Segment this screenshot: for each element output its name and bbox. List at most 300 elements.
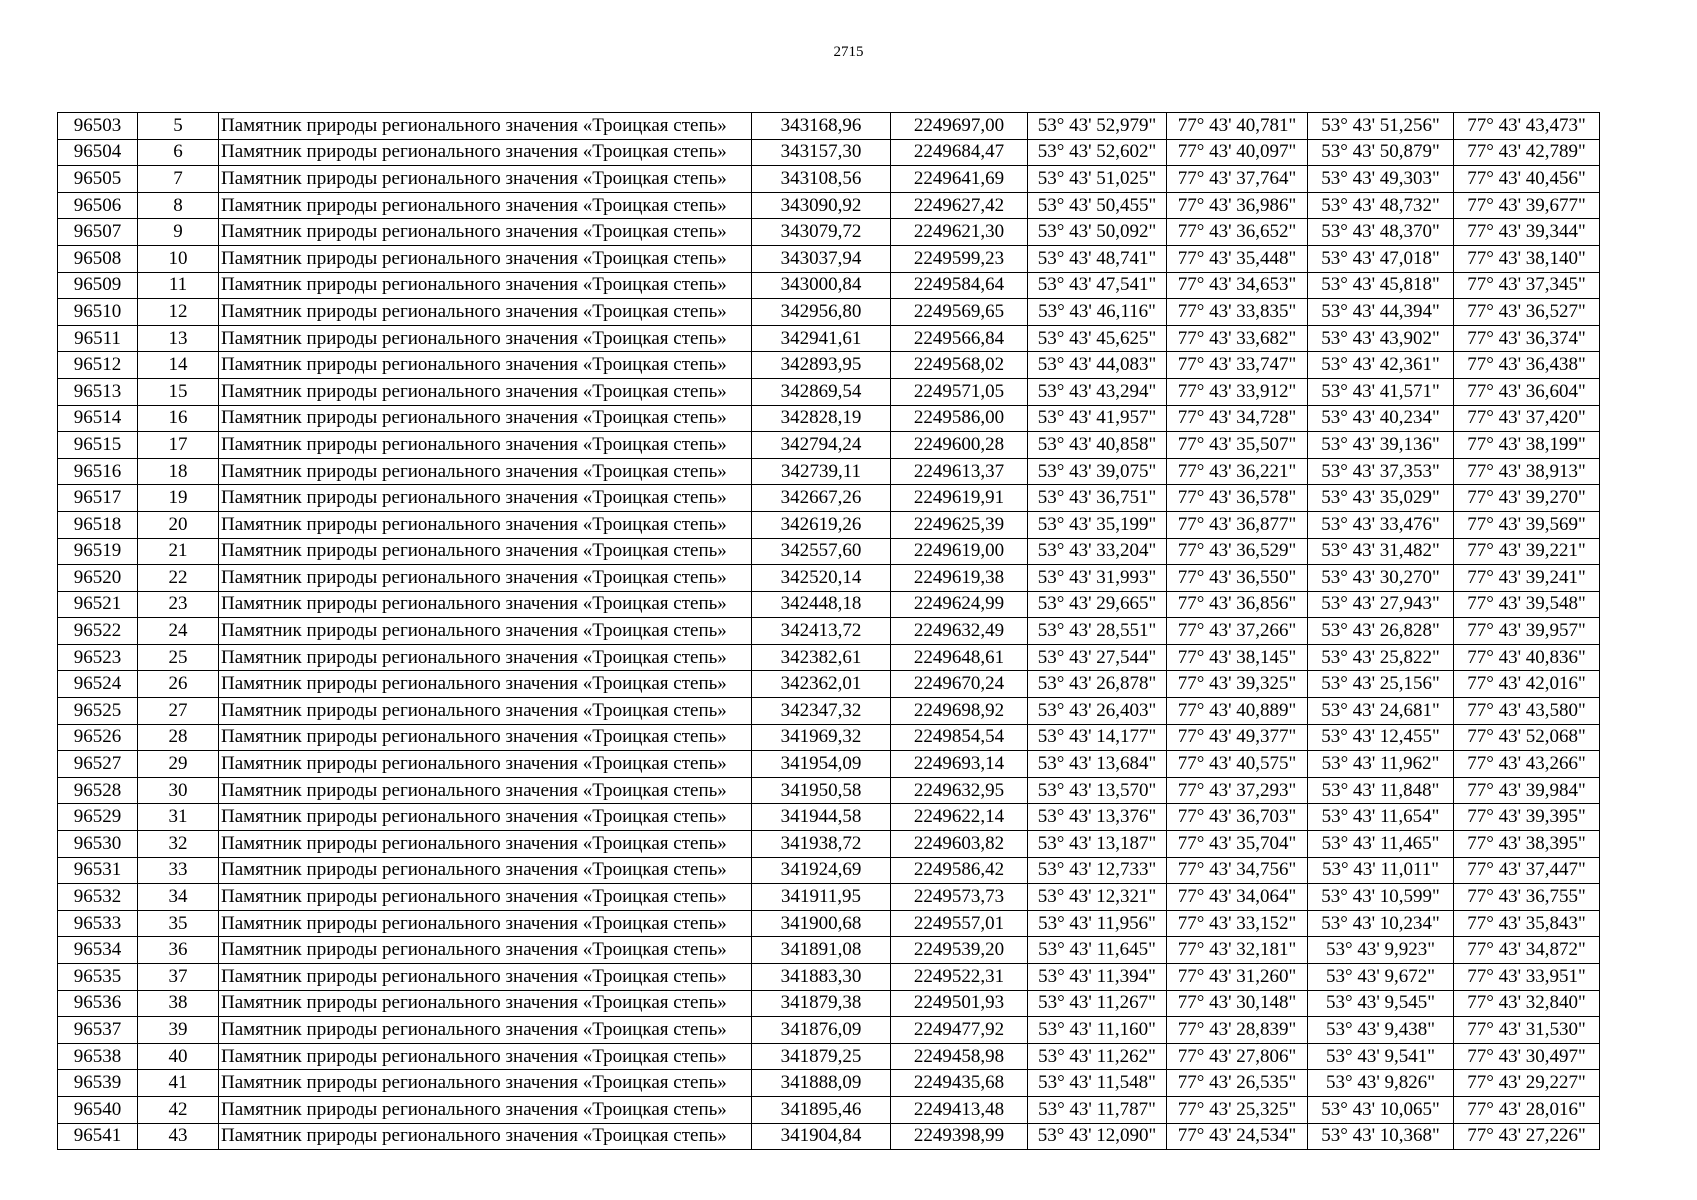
coord-y-cell: 2249568,02 bbox=[891, 352, 1028, 379]
table-row bbox=[58, 432, 1600, 459]
latitude-1-cell: 53° 43' 45,625" bbox=[1028, 325, 1167, 352]
longitude-1-cell: 77° 43' 35,704" bbox=[1167, 831, 1308, 858]
table-body bbox=[58, 113, 1600, 1150]
latitude-1-cell: 53° 43' 52,602" bbox=[1028, 139, 1167, 166]
latitude-2-cell: 53° 43' 9,826" bbox=[1308, 1070, 1454, 1097]
latitude-1-cell: 53° 43' 47,541" bbox=[1028, 272, 1167, 299]
table-row bbox=[58, 325, 1600, 352]
latitude-2-cell: 53° 43' 49,303" bbox=[1308, 166, 1454, 193]
coord-y-cell: 2249613,37 bbox=[891, 458, 1028, 485]
longitude-1-cell: 77° 43' 33,835" bbox=[1167, 299, 1308, 326]
latitude-2-cell: 53° 43' 41,571" bbox=[1308, 378, 1454, 405]
coord-x-cell: 341883,30 bbox=[752, 964, 891, 991]
object-name-cell: Памятник природы регионального значения «Троицкая степь» bbox=[219, 724, 752, 751]
coord-y-cell: 2249627,42 bbox=[891, 192, 1028, 219]
latitude-2-cell: 53° 43' 33,476" bbox=[1308, 511, 1454, 538]
record-id-cell: 96541 bbox=[58, 1123, 138, 1150]
longitude-2-cell: 77° 43' 34,872" bbox=[1454, 937, 1600, 964]
longitude-2-cell: 77° 43' 39,344" bbox=[1454, 219, 1600, 246]
coord-x-cell: 341900,68 bbox=[752, 910, 891, 937]
record-id-cell: 96535 bbox=[58, 964, 138, 991]
object-name-cell: Памятник природы регионального значения «Троицкая степь» bbox=[219, 485, 752, 512]
coord-x-cell: 341950,58 bbox=[752, 777, 891, 804]
latitude-1-cell: 53° 43' 43,294" bbox=[1028, 378, 1167, 405]
longitude-1-cell: 77° 43' 35,507" bbox=[1167, 432, 1308, 459]
table-row bbox=[58, 724, 1600, 751]
latitude-2-cell: 53° 43' 10,368" bbox=[1308, 1123, 1454, 1150]
longitude-1-cell: 77° 43' 34,728" bbox=[1167, 405, 1308, 432]
latitude-2-cell: 53° 43' 45,818" bbox=[1308, 272, 1454, 299]
coord-y-cell: 2249586,42 bbox=[891, 857, 1028, 884]
longitude-1-cell: 77° 43' 37,764" bbox=[1167, 166, 1308, 193]
point-number-cell: 11 bbox=[138, 272, 219, 299]
coord-y-cell: 2249600,28 bbox=[891, 432, 1028, 459]
point-number-cell: 16 bbox=[138, 405, 219, 432]
longitude-1-cell: 77° 43' 37,293" bbox=[1167, 777, 1308, 804]
point-number-cell: 32 bbox=[138, 831, 219, 858]
record-id-cell: 96526 bbox=[58, 724, 138, 751]
object-name-cell: Памятник природы регионального значения «Троицкая степь» bbox=[219, 299, 752, 326]
longitude-1-cell: 77° 43' 32,181" bbox=[1167, 937, 1308, 964]
table-row bbox=[58, 698, 1600, 725]
longitude-1-cell: 77° 43' 33,747" bbox=[1167, 352, 1308, 379]
coord-x-cell: 342956,80 bbox=[752, 299, 891, 326]
longitude-2-cell: 77° 43' 36,374" bbox=[1454, 325, 1600, 352]
coord-x-cell: 343157,30 bbox=[752, 139, 891, 166]
record-id-cell: 96532 bbox=[58, 884, 138, 911]
record-id-cell: 96518 bbox=[58, 511, 138, 538]
longitude-2-cell: 77° 43' 35,843" bbox=[1454, 910, 1600, 937]
latitude-1-cell: 53° 43' 26,878" bbox=[1028, 671, 1167, 698]
record-id-cell: 96520 bbox=[58, 565, 138, 592]
coord-x-cell: 342362,01 bbox=[752, 671, 891, 698]
longitude-2-cell: 77° 43' 52,068" bbox=[1454, 724, 1600, 751]
latitude-1-cell: 53° 43' 28,551" bbox=[1028, 618, 1167, 645]
object-name-cell: Памятник природы регионального значения «Троицкая степь» bbox=[219, 245, 752, 272]
longitude-2-cell: 77° 43' 36,527" bbox=[1454, 299, 1600, 326]
latitude-2-cell: 53° 43' 42,361" bbox=[1308, 352, 1454, 379]
latitude-1-cell: 53° 43' 13,187" bbox=[1028, 831, 1167, 858]
longitude-2-cell: 77° 43' 32,840" bbox=[1454, 990, 1600, 1017]
latitude-1-cell: 53° 43' 52,979" bbox=[1028, 113, 1167, 140]
coord-x-cell: 342413,72 bbox=[752, 618, 891, 645]
point-number-cell: 9 bbox=[138, 219, 219, 246]
longitude-2-cell: 77° 43' 39,395" bbox=[1454, 804, 1600, 831]
coord-x-cell: 343037,94 bbox=[752, 245, 891, 272]
point-number-cell: 7 bbox=[138, 166, 219, 193]
longitude-2-cell: 77° 43' 36,755" bbox=[1454, 884, 1600, 911]
coord-y-cell: 2249435,68 bbox=[891, 1070, 1028, 1097]
object-name-cell: Памятник природы регионального значения «Троицкая степь» bbox=[219, 777, 752, 804]
point-number-cell: 24 bbox=[138, 618, 219, 645]
point-number-cell: 12 bbox=[138, 299, 219, 326]
table-row bbox=[58, 618, 1600, 645]
record-id-cell: 96527 bbox=[58, 751, 138, 778]
object-name-cell: Памятник природы регионального значения «Троицкая степь» bbox=[219, 804, 752, 831]
object-name-cell: Памятник природы регионального значения «Троицкая степь» bbox=[219, 831, 752, 858]
object-name-cell: Памятник природы регионального значения «Троицкая степь» bbox=[219, 432, 752, 459]
record-id-cell: 96525 bbox=[58, 698, 138, 725]
coord-y-cell: 2249458,98 bbox=[891, 1043, 1028, 1070]
longitude-2-cell: 77° 43' 30,497" bbox=[1454, 1043, 1600, 1070]
latitude-1-cell: 53° 43' 27,544" bbox=[1028, 644, 1167, 671]
point-number-cell: 33 bbox=[138, 857, 219, 884]
coord-y-cell: 2249603,82 bbox=[891, 831, 1028, 858]
coord-y-cell: 2249569,65 bbox=[891, 299, 1028, 326]
longitude-2-cell: 77° 43' 28,016" bbox=[1454, 1096, 1600, 1123]
object-name-cell: Памятник природы регионального значения «Троицкая степь» bbox=[219, 511, 752, 538]
point-number-cell: 35 bbox=[138, 910, 219, 937]
coord-x-cell: 341895,46 bbox=[752, 1096, 891, 1123]
latitude-1-cell: 53° 43' 11,787" bbox=[1028, 1096, 1167, 1123]
record-id-cell: 96521 bbox=[58, 591, 138, 618]
longitude-1-cell: 77° 43' 34,756" bbox=[1167, 857, 1308, 884]
coord-x-cell: 343000,84 bbox=[752, 272, 891, 299]
record-id-cell: 96504 bbox=[58, 139, 138, 166]
latitude-1-cell: 53° 43' 11,548" bbox=[1028, 1070, 1167, 1097]
longitude-1-cell: 77° 43' 36,221" bbox=[1167, 458, 1308, 485]
object-name-cell: Памятник природы регионального значения «Троицкая степь» bbox=[219, 166, 752, 193]
longitude-1-cell: 77° 43' 36,856" bbox=[1167, 591, 1308, 618]
latitude-2-cell: 53° 43' 12,455" bbox=[1308, 724, 1454, 751]
record-id-cell: 96531 bbox=[58, 857, 138, 884]
latitude-2-cell: 53° 43' 24,681" bbox=[1308, 698, 1454, 725]
table-row bbox=[58, 565, 1600, 592]
coord-x-cell: 341954,09 bbox=[752, 751, 891, 778]
latitude-2-cell: 53° 43' 11,848" bbox=[1308, 777, 1454, 804]
coord-x-cell: 342828,19 bbox=[752, 405, 891, 432]
table-row bbox=[58, 990, 1600, 1017]
longitude-2-cell: 77° 43' 40,836" bbox=[1454, 644, 1600, 671]
point-number-cell: 14 bbox=[138, 352, 219, 379]
latitude-2-cell: 53° 43' 9,672" bbox=[1308, 964, 1454, 991]
record-id-cell: 96536 bbox=[58, 990, 138, 1017]
latitude-2-cell: 53° 43' 47,018" bbox=[1308, 245, 1454, 272]
object-name-cell: Памятник природы регионального значения «Троицкая степь» bbox=[219, 219, 752, 246]
record-id-cell: 96533 bbox=[58, 910, 138, 937]
longitude-1-cell: 77° 43' 26,535" bbox=[1167, 1070, 1308, 1097]
latitude-2-cell: 53° 43' 37,353" bbox=[1308, 458, 1454, 485]
point-number-cell: 27 bbox=[138, 698, 219, 725]
record-id-cell: 96513 bbox=[58, 378, 138, 405]
table-row bbox=[58, 192, 1600, 219]
object-name-cell: Памятник природы регионального значения «Троицкая степь» bbox=[219, 990, 752, 1017]
latitude-2-cell: 53° 43' 11,465" bbox=[1308, 831, 1454, 858]
record-id-cell: 96523 bbox=[58, 644, 138, 671]
latitude-1-cell: 53° 43' 26,403" bbox=[1028, 698, 1167, 725]
latitude-1-cell: 53° 43' 48,741" bbox=[1028, 245, 1167, 272]
coord-y-cell: 2249621,30 bbox=[891, 219, 1028, 246]
coord-y-cell: 2249584,64 bbox=[891, 272, 1028, 299]
point-number-cell: 10 bbox=[138, 245, 219, 272]
coord-y-cell: 2249625,39 bbox=[891, 511, 1028, 538]
point-number-cell: 18 bbox=[138, 458, 219, 485]
coord-x-cell: 341969,32 bbox=[752, 724, 891, 751]
point-number-cell: 13 bbox=[138, 325, 219, 352]
table-row bbox=[58, 538, 1600, 565]
point-number-cell: 5 bbox=[138, 113, 219, 140]
table-row bbox=[58, 378, 1600, 405]
coord-x-cell: 342794,24 bbox=[752, 432, 891, 459]
latitude-2-cell: 53° 43' 10,599" bbox=[1308, 884, 1454, 911]
coord-x-cell: 341876,09 bbox=[752, 1017, 891, 1044]
latitude-2-cell: 53° 43' 25,156" bbox=[1308, 671, 1454, 698]
longitude-1-cell: 77° 43' 36,578" bbox=[1167, 485, 1308, 512]
longitude-2-cell: 77° 43' 39,957" bbox=[1454, 618, 1600, 645]
table-row bbox=[58, 1070, 1600, 1097]
longitude-1-cell: 77° 43' 40,097" bbox=[1167, 139, 1308, 166]
object-name-cell: Памятник природы регионального значения «Троицкая степь» bbox=[219, 378, 752, 405]
latitude-2-cell: 53° 43' 10,065" bbox=[1308, 1096, 1454, 1123]
longitude-1-cell: 77° 43' 35,448" bbox=[1167, 245, 1308, 272]
coord-x-cell: 342557,60 bbox=[752, 538, 891, 565]
coord-y-cell: 2249641,69 bbox=[891, 166, 1028, 193]
record-id-cell: 96537 bbox=[58, 1017, 138, 1044]
longitude-1-cell: 77° 43' 30,148" bbox=[1167, 990, 1308, 1017]
record-id-cell: 96503 bbox=[58, 113, 138, 140]
longitude-1-cell: 77° 43' 33,152" bbox=[1167, 910, 1308, 937]
latitude-1-cell: 53° 43' 39,075" bbox=[1028, 458, 1167, 485]
longitude-2-cell: 77° 43' 38,913" bbox=[1454, 458, 1600, 485]
longitude-2-cell: 77° 43' 33,951" bbox=[1454, 964, 1600, 991]
latitude-1-cell: 53° 43' 31,993" bbox=[1028, 565, 1167, 592]
longitude-2-cell: 77° 43' 39,241" bbox=[1454, 565, 1600, 592]
coord-x-cell: 343090,92 bbox=[752, 192, 891, 219]
point-number-cell: 20 bbox=[138, 511, 219, 538]
table-row bbox=[58, 831, 1600, 858]
longitude-2-cell: 77° 43' 36,438" bbox=[1454, 352, 1600, 379]
longitude-2-cell: 77° 43' 43,580" bbox=[1454, 698, 1600, 725]
longitude-2-cell: 77° 43' 39,270" bbox=[1454, 485, 1600, 512]
longitude-2-cell: 77° 43' 37,420" bbox=[1454, 405, 1600, 432]
object-name-cell: Памятник природы регионального значения «Троицкая степь» bbox=[219, 751, 752, 778]
longitude-2-cell: 77° 43' 39,984" bbox=[1454, 777, 1600, 804]
latitude-2-cell: 53° 43' 39,136" bbox=[1308, 432, 1454, 459]
table-row bbox=[58, 166, 1600, 193]
object-name-cell: Памятник природы регионального значения «Троицкая степь» bbox=[219, 884, 752, 911]
table-row bbox=[58, 272, 1600, 299]
coord-y-cell: 2249670,24 bbox=[891, 671, 1028, 698]
latitude-1-cell: 53° 43' 40,858" bbox=[1028, 432, 1167, 459]
coord-y-cell: 2249854,54 bbox=[891, 724, 1028, 751]
object-name-cell: Памятник природы регионального значения «Троицкая степь» bbox=[219, 352, 752, 379]
longitude-2-cell: 77° 43' 37,447" bbox=[1454, 857, 1600, 884]
coord-y-cell: 2249539,20 bbox=[891, 937, 1028, 964]
longitude-1-cell: 77° 43' 36,550" bbox=[1167, 565, 1308, 592]
coord-x-cell: 341904,84 bbox=[752, 1123, 891, 1150]
table-row bbox=[58, 1096, 1600, 1123]
point-number-cell: 36 bbox=[138, 937, 219, 964]
coord-y-cell: 2249619,91 bbox=[891, 485, 1028, 512]
longitude-1-cell: 77° 43' 33,682" bbox=[1167, 325, 1308, 352]
object-name-cell: Памятник природы регионального значения «Троицкая степь» bbox=[219, 698, 752, 725]
table-row bbox=[58, 964, 1600, 991]
point-number-cell: 15 bbox=[138, 378, 219, 405]
coord-x-cell: 342869,54 bbox=[752, 378, 891, 405]
longitude-2-cell: 77° 43' 39,569" bbox=[1454, 511, 1600, 538]
object-name-cell: Памятник природы регионального значения «Троицкая степь» bbox=[219, 964, 752, 991]
latitude-1-cell: 53° 43' 13,376" bbox=[1028, 804, 1167, 831]
coord-y-cell: 2249619,00 bbox=[891, 538, 1028, 565]
coord-x-cell: 342667,26 bbox=[752, 485, 891, 512]
object-name-cell: Памятник природы регионального значения «Троицкая степь» bbox=[219, 1070, 752, 1097]
table-row bbox=[58, 937, 1600, 964]
latitude-1-cell: 53° 43' 13,570" bbox=[1028, 777, 1167, 804]
record-id-cell: 96514 bbox=[58, 405, 138, 432]
table-row bbox=[58, 1123, 1600, 1150]
object-name-cell: Памятник природы регионального значения «Троицкая степь» bbox=[219, 113, 752, 140]
longitude-2-cell: 77° 43' 42,789" bbox=[1454, 139, 1600, 166]
record-id-cell: 96528 bbox=[58, 777, 138, 804]
longitude-1-cell: 77° 43' 36,652" bbox=[1167, 219, 1308, 246]
longitude-1-cell: 77° 43' 31,260" bbox=[1167, 964, 1308, 991]
table-row bbox=[58, 485, 1600, 512]
longitude-2-cell: 77° 43' 37,345" bbox=[1454, 272, 1600, 299]
point-number-cell: 41 bbox=[138, 1070, 219, 1097]
record-id-cell: 96522 bbox=[58, 618, 138, 645]
table-row bbox=[58, 751, 1600, 778]
longitude-2-cell: 77° 43' 31,530" bbox=[1454, 1017, 1600, 1044]
point-number-cell: 19 bbox=[138, 485, 219, 512]
latitude-2-cell: 53° 43' 26,828" bbox=[1308, 618, 1454, 645]
object-name-cell: Памятник природы регионального значения «Троицкая степь» bbox=[219, 272, 752, 299]
table-row bbox=[58, 591, 1600, 618]
coord-x-cell: 342893,95 bbox=[752, 352, 891, 379]
object-name-cell: Памятник природы регионального значения «Троицкая степь» bbox=[219, 910, 752, 937]
latitude-1-cell: 53° 43' 11,262" bbox=[1028, 1043, 1167, 1070]
point-number-cell: 22 bbox=[138, 565, 219, 592]
record-id-cell: 96506 bbox=[58, 192, 138, 219]
coord-x-cell: 342448,18 bbox=[752, 591, 891, 618]
longitude-1-cell: 77° 43' 24,534" bbox=[1167, 1123, 1308, 1150]
latitude-2-cell: 53° 43' 9,438" bbox=[1308, 1017, 1454, 1044]
coord-x-cell: 341891,08 bbox=[752, 937, 891, 964]
table-row bbox=[58, 671, 1600, 698]
longitude-1-cell: 77° 43' 40,889" bbox=[1167, 698, 1308, 725]
record-id-cell: 96507 bbox=[58, 219, 138, 246]
object-name-cell: Памятник природы регионального значения «Троицкая степь» bbox=[219, 405, 752, 432]
table-row bbox=[58, 884, 1600, 911]
latitude-2-cell: 53° 43' 30,270" bbox=[1308, 565, 1454, 592]
latitude-1-cell: 53° 43' 12,090" bbox=[1028, 1123, 1167, 1150]
longitude-1-cell: 77° 43' 33,912" bbox=[1167, 378, 1308, 405]
longitude-1-cell: 77° 43' 28,839" bbox=[1167, 1017, 1308, 1044]
longitude-2-cell: 77° 43' 38,199" bbox=[1454, 432, 1600, 459]
latitude-1-cell: 53° 43' 50,092" bbox=[1028, 219, 1167, 246]
coord-x-cell: 342619,26 bbox=[752, 511, 891, 538]
point-number-cell: 30 bbox=[138, 777, 219, 804]
record-id-cell: 96512 bbox=[58, 352, 138, 379]
longitude-1-cell: 77° 43' 36,529" bbox=[1167, 538, 1308, 565]
table-row bbox=[58, 1043, 1600, 1070]
longitude-1-cell: 77° 43' 27,806" bbox=[1167, 1043, 1308, 1070]
coord-y-cell: 2249622,14 bbox=[891, 804, 1028, 831]
table-row bbox=[58, 777, 1600, 804]
coord-y-cell: 2249632,95 bbox=[891, 777, 1028, 804]
point-number-cell: 43 bbox=[138, 1123, 219, 1150]
longitude-1-cell: 77° 43' 40,575" bbox=[1167, 751, 1308, 778]
latitude-2-cell: 53° 43' 9,923" bbox=[1308, 937, 1454, 964]
table-row bbox=[58, 511, 1600, 538]
table-row bbox=[58, 458, 1600, 485]
coord-y-cell: 2249619,38 bbox=[891, 565, 1028, 592]
coord-x-cell: 342347,32 bbox=[752, 698, 891, 725]
coordinates-table bbox=[57, 112, 1600, 1150]
object-name-cell: Памятник природы регионального значения «Троицкая степь» bbox=[219, 139, 752, 166]
latitude-2-cell: 53° 43' 48,732" bbox=[1308, 192, 1454, 219]
coord-y-cell: 2249599,23 bbox=[891, 245, 1028, 272]
point-number-cell: 42 bbox=[138, 1096, 219, 1123]
coord-y-cell: 2249684,47 bbox=[891, 139, 1028, 166]
coord-x-cell: 341924,69 bbox=[752, 857, 891, 884]
point-number-cell: 21 bbox=[138, 538, 219, 565]
coord-x-cell: 342739,11 bbox=[752, 458, 891, 485]
latitude-1-cell: 53° 43' 11,956" bbox=[1028, 910, 1167, 937]
object-name-cell: Памятник природы регионального значения «Троицкая степь» bbox=[219, 325, 752, 352]
longitude-2-cell: 77° 43' 39,221" bbox=[1454, 538, 1600, 565]
point-number-cell: 26 bbox=[138, 671, 219, 698]
record-id-cell: 96524 bbox=[58, 671, 138, 698]
point-number-cell: 25 bbox=[138, 644, 219, 671]
table-row bbox=[58, 113, 1600, 140]
table-row bbox=[58, 1017, 1600, 1044]
coord-y-cell: 2249698,92 bbox=[891, 698, 1028, 725]
latitude-2-cell: 53° 43' 50,879" bbox=[1308, 139, 1454, 166]
object-name-cell: Памятник природы регионального значения «Троицкая степь» bbox=[219, 192, 752, 219]
object-name-cell: Памятник природы регионального значения «Троицкая степь» bbox=[219, 671, 752, 698]
latitude-1-cell: 53° 43' 12,321" bbox=[1028, 884, 1167, 911]
record-id-cell: 96517 bbox=[58, 485, 138, 512]
latitude-1-cell: 53° 43' 11,160" bbox=[1028, 1017, 1167, 1044]
latitude-1-cell: 53° 43' 51,025" bbox=[1028, 166, 1167, 193]
coord-x-cell: 343108,56 bbox=[752, 166, 891, 193]
longitude-2-cell: 77° 43' 40,456" bbox=[1454, 166, 1600, 193]
coord-y-cell: 2249413,48 bbox=[891, 1096, 1028, 1123]
latitude-1-cell: 53° 43' 46,116" bbox=[1028, 299, 1167, 326]
record-id-cell: 96511 bbox=[58, 325, 138, 352]
coord-y-cell: 2249398,99 bbox=[891, 1123, 1028, 1150]
point-number-cell: 8 bbox=[138, 192, 219, 219]
latitude-2-cell: 53° 43' 51,256" bbox=[1308, 113, 1454, 140]
latitude-2-cell: 53° 43' 25,822" bbox=[1308, 644, 1454, 671]
longitude-2-cell: 77° 43' 38,395" bbox=[1454, 831, 1600, 858]
object-name-cell: Памятник природы регионального значения «Троицкая степь» bbox=[219, 1017, 752, 1044]
coord-x-cell: 342520,14 bbox=[752, 565, 891, 592]
latitude-1-cell: 53° 43' 29,665" bbox=[1028, 591, 1167, 618]
table-row bbox=[58, 299, 1600, 326]
table-row bbox=[58, 405, 1600, 432]
point-number-cell: 39 bbox=[138, 1017, 219, 1044]
latitude-2-cell: 53° 43' 11,011" bbox=[1308, 857, 1454, 884]
coord-x-cell: 342382,61 bbox=[752, 644, 891, 671]
record-id-cell: 96509 bbox=[58, 272, 138, 299]
latitude-1-cell: 53° 43' 44,083" bbox=[1028, 352, 1167, 379]
coord-x-cell: 341938,72 bbox=[752, 831, 891, 858]
longitude-2-cell: 77° 43' 27,226" bbox=[1454, 1123, 1600, 1150]
latitude-1-cell: 53° 43' 14,177" bbox=[1028, 724, 1167, 751]
coord-x-cell: 341879,25 bbox=[752, 1043, 891, 1070]
longitude-1-cell: 77° 43' 49,377" bbox=[1167, 724, 1308, 751]
table-row bbox=[58, 139, 1600, 166]
longitude-1-cell: 77° 43' 34,653" bbox=[1167, 272, 1308, 299]
object-name-cell: Памятник природы регионального значения «Троицкая степь» bbox=[219, 1096, 752, 1123]
coord-y-cell: 2249632,49 bbox=[891, 618, 1028, 645]
coord-x-cell: 341879,38 bbox=[752, 990, 891, 1017]
record-id-cell: 96516 bbox=[58, 458, 138, 485]
object-name-cell: Памятник природы регионального значения «Троицкая степь» bbox=[219, 857, 752, 884]
coord-x-cell: 341888,09 bbox=[752, 1070, 891, 1097]
record-id-cell: 96539 bbox=[58, 1070, 138, 1097]
